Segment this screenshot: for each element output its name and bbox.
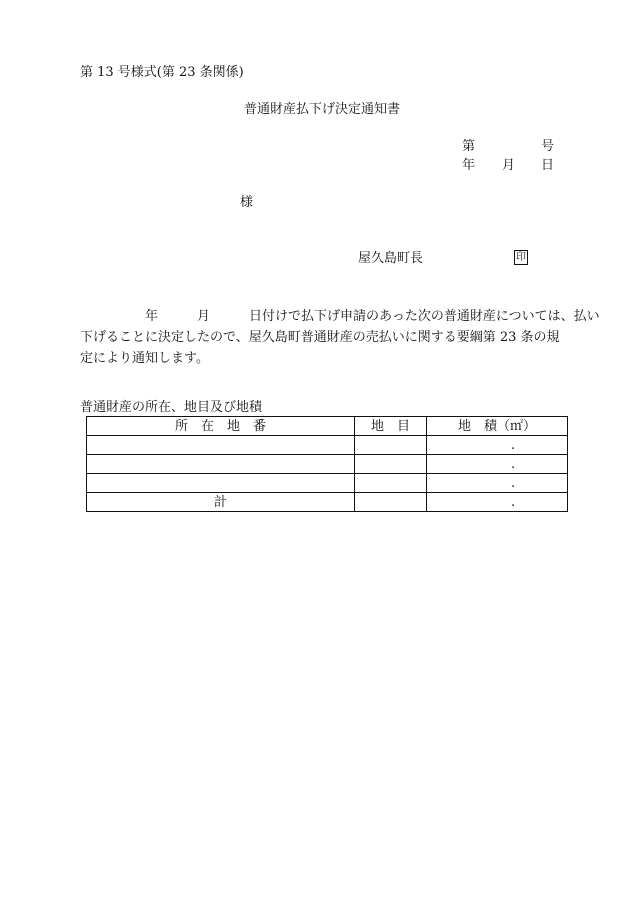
notice-body-line: 年 月 日付けで払下げ申請のあった次の普通財産については、払い (80, 309, 600, 324)
area-decimal-point: . (511, 438, 516, 453)
cell-category[interactable] (355, 493, 427, 512)
cell-category[interactable] (355, 436, 427, 455)
issue-number-suffix: 号 (541, 139, 555, 154)
table-row (87, 436, 568, 455)
cell-area[interactable] (427, 436, 568, 455)
notice-body-line: 下げることに決定したので、屋久島町普通財産の売払いに関する要綱第 23 条の規 (80, 330, 560, 345)
form-number: 第 13 号様式(第 23 条関係) (80, 65, 244, 80)
table-caption: 普通財産の所在、地目及び地積 (80, 400, 263, 415)
cell-location[interactable] (87, 436, 355, 455)
seal-mark: 印 (514, 250, 528, 265)
header-area: 地 積（㎡） (427, 417, 568, 436)
notice-body (80, 306, 600, 369)
date-month-label: 月 (502, 158, 516, 173)
table-total-row (87, 493, 568, 512)
table-row (87, 455, 568, 474)
date-year-label: 年 (462, 158, 476, 173)
cell-area[interactable] (427, 455, 568, 474)
issue-number-prefix: 第 (462, 139, 476, 154)
cell-area[interactable] (427, 474, 568, 493)
issuer-name: 屋久島町長 (358, 251, 424, 266)
cell-location[interactable] (87, 455, 355, 474)
header-location: 所 在 地 番 (87, 417, 355, 436)
cell-area-total[interactable] (427, 493, 568, 512)
area-decimal-point: . (511, 495, 516, 510)
notice-body-line: 定により通知します。 (80, 351, 209, 366)
cell-category[interactable] (355, 455, 427, 474)
table-row (87, 474, 568, 493)
area-decimal-point: . (511, 457, 516, 472)
property-table (86, 416, 568, 512)
area-decimal-point: . (511, 476, 516, 491)
document-title: 普通財産払下げ決定通知書 (244, 102, 401, 117)
date-day-label: 日 (541, 158, 555, 173)
cell-total-label: 計 (87, 493, 355, 512)
recipient-honorific: 様 (240, 195, 254, 210)
cell-category[interactable] (355, 474, 427, 493)
header-category: 地 目 (355, 417, 427, 436)
cell-location[interactable] (87, 474, 355, 493)
table-header-row (87, 417, 568, 436)
